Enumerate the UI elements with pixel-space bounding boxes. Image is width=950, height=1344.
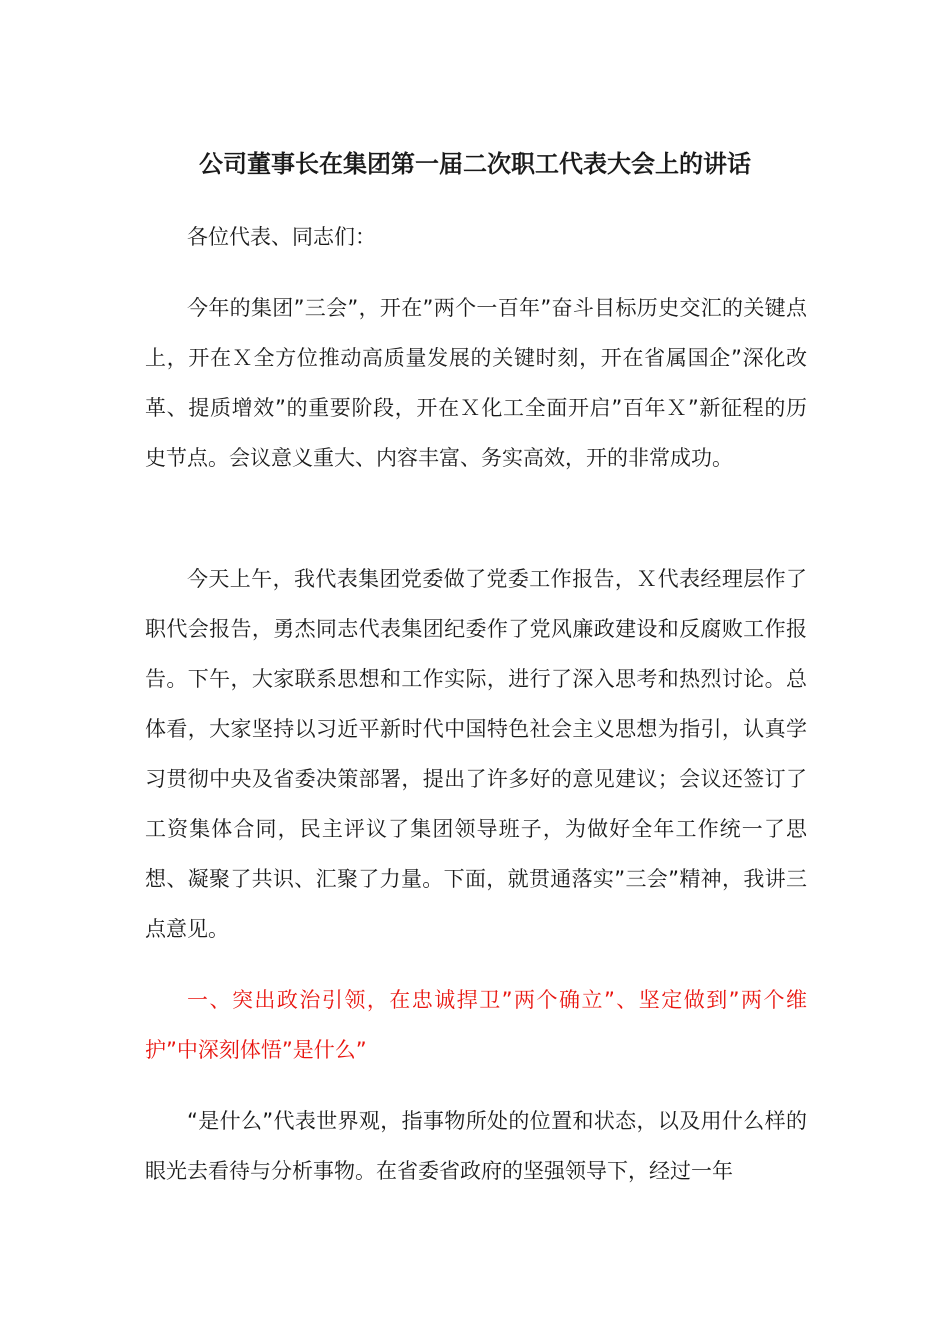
document-title: 公司董事长在集团第一届二次职工代表大会上的讲话 [199, 150, 751, 178]
paragraph-2: 今天上午，我代表集团党委做了党委工作报告，Ｘ代表经理层作了职代会报告，勇杰同志代表集团纪委作了党风廉政建设和反腐败工作报告。下午，大家联系思想和工作实际，进行了深入思考和热烈讨论。总体看，大家坚持以习近平新时代中国特色社会主义思想为指引，认真学习贯彻中央及省委决策部署，提出了许多好的意见建议；会议还签订了工资集体合同，民主评议了集团领导班子，为做好全年工作统一了思想、凝聚了共识、汇聚了力量。下面，就贯通落实”三会”精神，我讲三点意见。 [145, 567, 807, 941]
salutation: 各位代表、同志们： [187, 225, 376, 249]
paragraph-3: “是什么”代表世界观，指事物所处的位置和状态，以及用什么样的眼光去看待与分析事物。在省委省政府的坚强领导下，经过一年 [145, 1109, 807, 1183]
section-heading-1: 一、突出政治引领，在忠诚捍卫”两个确立”、坚定做到”两个维护”中深刻体悟”是什么” [145, 988, 807, 1062]
paragraph-1: 今年的集团”三会”，开在”两个一百年”奋斗目标历史交汇的关键点上，开在Ｘ全方位推动高质量发展的关键时刻，开在省属国企”深化改革、提质增效”的重要阶段，开在Ｘ化工全面开启”百年Ｘ”新征程的历史节点。会议意义重大、内容丰富、务实高效，开的非常成功。 [145, 296, 807, 470]
